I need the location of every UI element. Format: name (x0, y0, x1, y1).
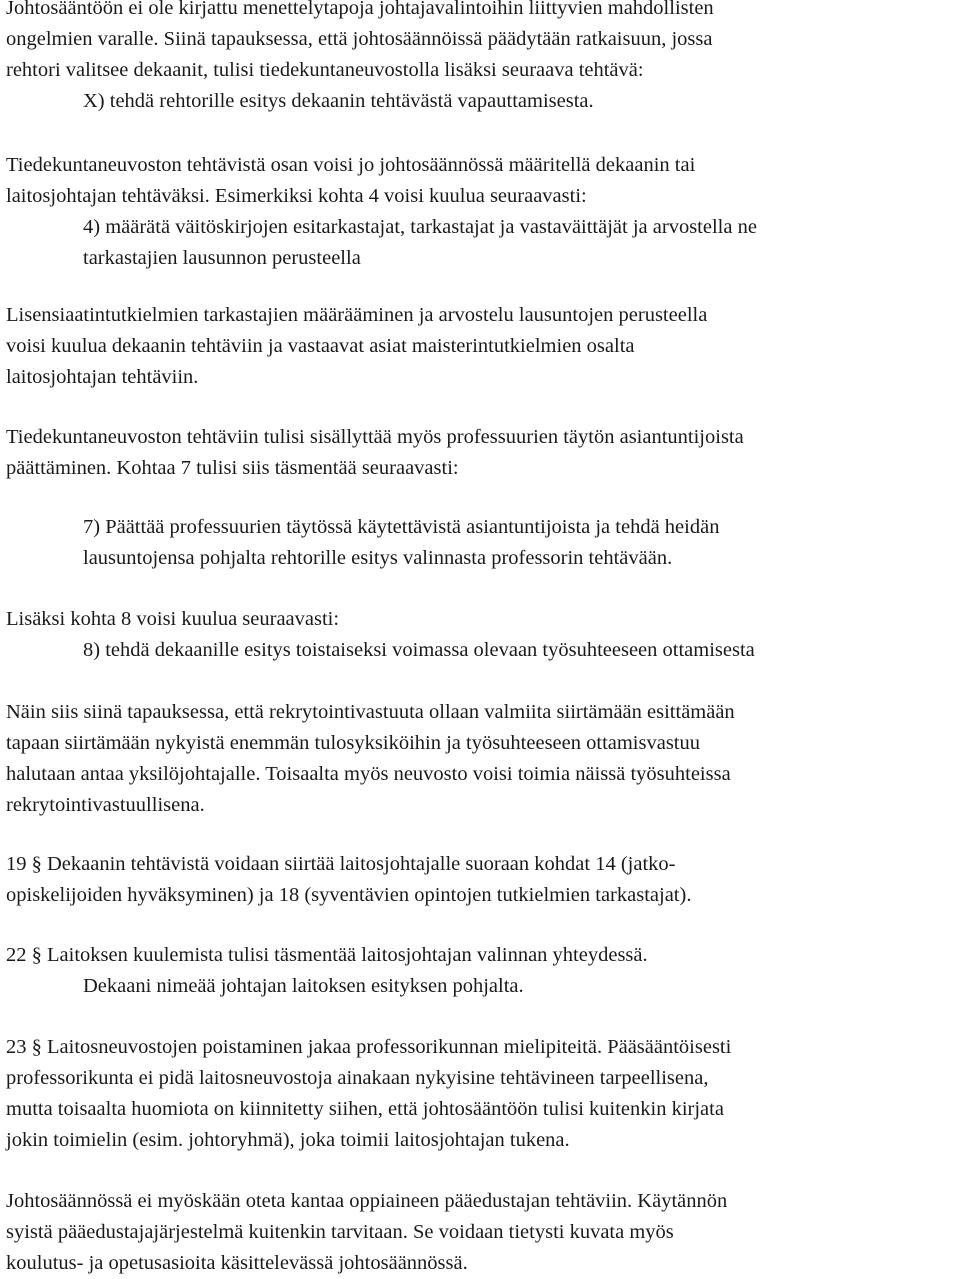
text-line: opiskelijoiden hyväksyminen) ja 18 (syventävien opintojen tutkielmien tarkastajat). (6, 884, 692, 906)
text-line: Tiedekuntaneuvoston tehtäviin tulisi sisällyttää myös professuurien täytön asiantuntijoista (6, 426, 744, 448)
paragraph-johtajavalinnat (6, 0, 960, 117)
text-line: tapaan siirtämään nykyistä enemmän tulosyksiköihin ja työsuhteeseen ottamisvastuu (6, 732, 701, 754)
text-line: laitosjohtajan tehtäväksi. Esimerkiksi kohta 4 voisi kuulua seuraavasti: (6, 185, 587, 207)
text-line: rekrytointivastuullisena. (6, 794, 205, 816)
paragraph-kohta-7 (6, 512, 960, 574)
text-line: koulutus- ja opetusasioita käsittelevässä johtosäännössä. (6, 1252, 468, 1274)
text-line: laitosjohtajan tehtäviin. (6, 366, 199, 388)
text-line: halutaan antaa yksilöjohtajalle. Toisaalta myös neuvosto voisi toimia näissä työsuhteissa (6, 763, 731, 785)
text-line: voisi kuulua dekaanin tehtäviin ja vastaavat asiat maisterintutkielmien osalta (6, 335, 635, 357)
indented-item-line: 4) määrätä väitöskirjojen esitarkastajat, tarkastajat ja vastaväittäjät ja arvostella ne (83, 216, 757, 238)
text-line: Näin siis siinä tapauksessa, että rekrytointivastuuta ollaan valmiita siirtämään esittämään (6, 701, 735, 723)
indented-item-line: X) tehdä rehtorille esitys dekaanin tehtävästä vapauttamisesta. (83, 90, 594, 112)
text-line: Tiedekuntaneuvoston tehtävistä osan voisi jo johtosäännössä määritellä dekaanin tai (6, 154, 696, 176)
paragraph-paaedustaja (6, 1186, 960, 1279)
text-line: Johtosääntöön ei ole kirjattu menettelytapoja johtajavalintoihin liittyvien mahdollisten (6, 0, 714, 19)
text-line: mutta toisaalta huomiota on kiinnitetty siihen, että johtosääntöön tulisi kuitenkin kirjata (6, 1098, 724, 1120)
text-line: professorikunta ei pidä laitosneuvostoja ainakaan nykyisine tehtävineen tarpeellisena, (6, 1067, 709, 1089)
text-line: 19 § Dekaanin tehtävistä voidaan siirtää laitosjohtajalle suoraan kohdat 14 (jatko- (6, 853, 676, 875)
text-line: 22 § Laitoksen kuulemista tulisi täsmentää laitosjohtajan valinnan yhteydessä. (6, 944, 648, 966)
text-line: syistä pääedustajajärjestelmä kuitenkin tarvitaan. Se voidaan tietysti kuvata myös (6, 1221, 674, 1243)
indented-item-line: lausuntojensa pohjalta rehtorille esitys valinnasta professorin tehtävään. (83, 547, 673, 569)
indented-item-line: 7) Päättää professuurien täytössä käytettävistä asiantuntijoista ja tehdä heidän (83, 516, 720, 538)
paragraph-section-19 (6, 849, 960, 911)
paragraph-section-23 (6, 1032, 960, 1156)
paragraph-section-22 (6, 940, 960, 1002)
indented-item-line: tarkastajien lausunnon perusteella (83, 247, 361, 269)
paragraph-rekrytointivastuu (6, 697, 960, 821)
paragraph-kohta-8 (6, 604, 960, 666)
text-line: jokin toimielin (esim. johtoryhmä), joka toimii laitosjohtajan tukena. (6, 1129, 570, 1151)
text-line: Johtosäännössä ei myöskään oteta kantaa oppiaineen pääedustajan tehtäviin. Käytännön (6, 1190, 728, 1212)
text-line: rehtori valitsee dekaanit, tulisi tiedekuntaneuvostolla lisäksi seuraava tehtävä: (6, 59, 644, 81)
indented-item-line: 8) tehdä dekaanille esitys toistaiseksi voimassa olevaan työsuhteeseen ottamisesta (83, 639, 755, 661)
paragraph-professuurit (6, 422, 960, 484)
text-line: Lisäksi kohta 8 voisi kuulua seuraavasti: (6, 608, 340, 630)
paragraph-tiedekuntaneuvosto (6, 150, 960, 274)
paragraph-lisensiaatintutkielmat (6, 300, 960, 393)
indented-item-line: Dekaani nimeää johtajan laitoksen esityksen pohjalta. (83, 975, 524, 997)
text-line: päättäminen. Kohtaa 7 tulisi siis täsmentää seuraavasti: (6, 457, 459, 479)
text-line: 23 § Laitosneuvostojen poistaminen jakaa professorikunnan mielipiteitä. Pääsääntöisesti (6, 1036, 732, 1058)
text-line: ongelmien varalle. Siinä tapauksessa, että johtosäännöissä päädytään ratkaisuun, jossa (6, 28, 713, 50)
text-line: Lisensiaatintutkielmien tarkastajien määrääminen ja arvostelu lausuntojen perusteella (6, 304, 708, 326)
